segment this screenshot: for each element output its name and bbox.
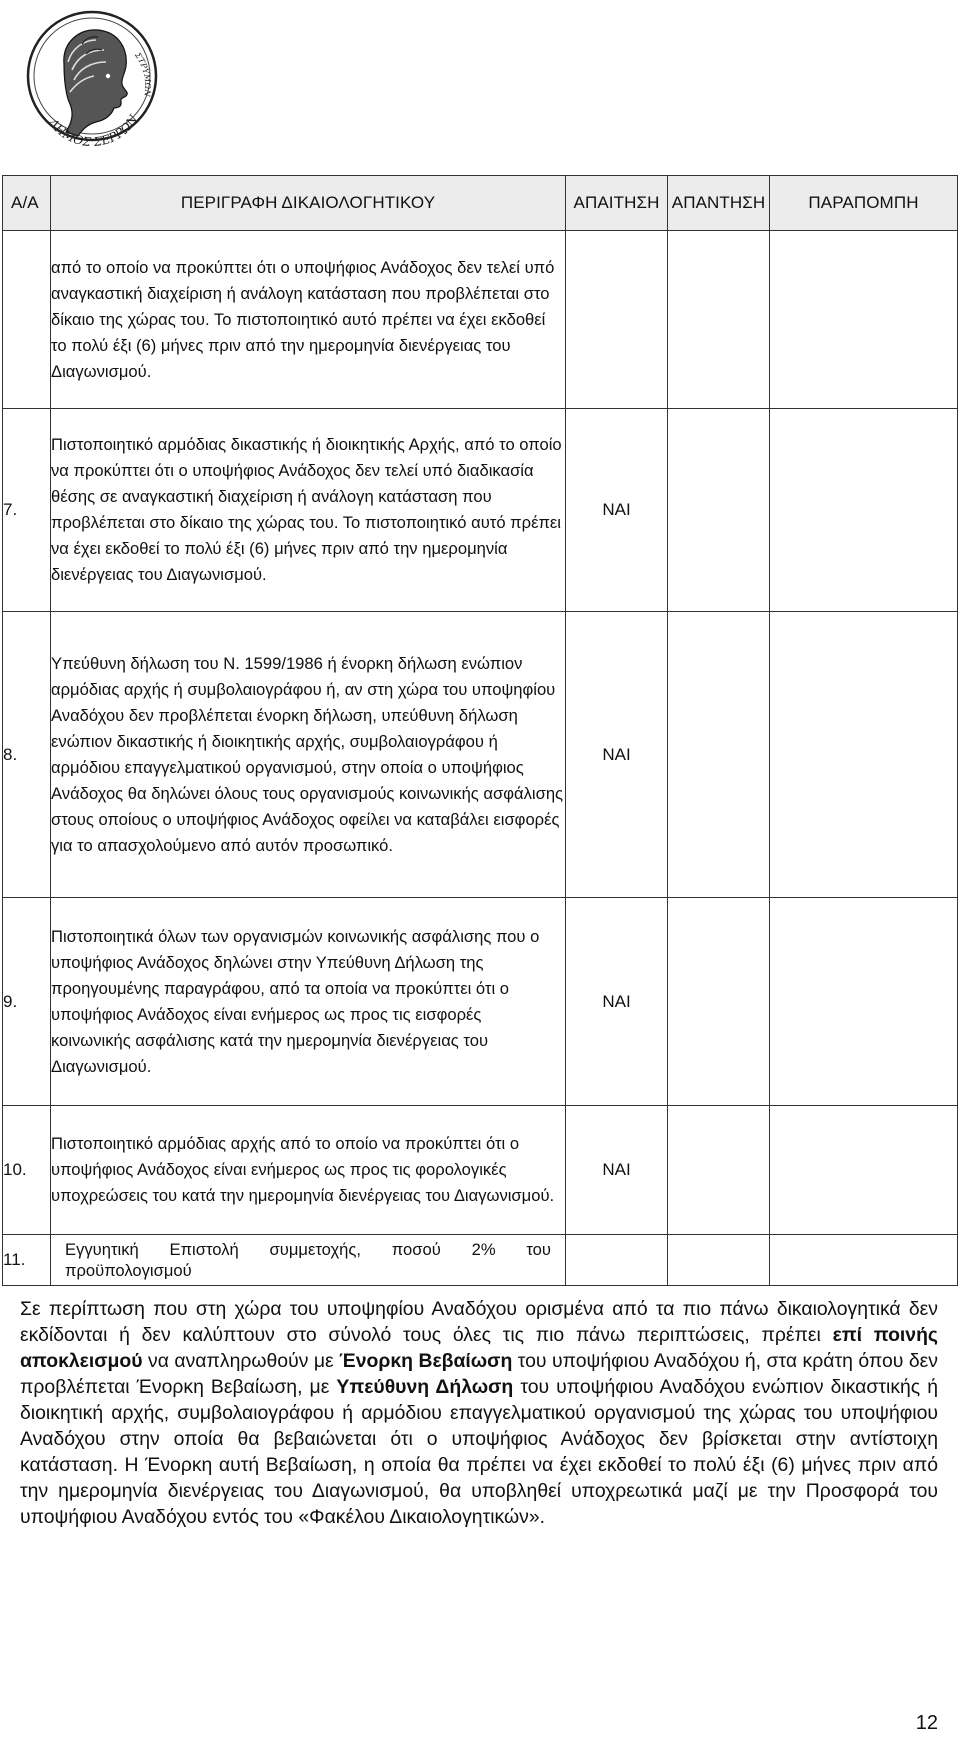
row-no: 7. (3, 409, 51, 612)
supporting-documents-table (2, 175, 958, 1286)
paragraph-text: του υποψήφιου Αναδόχου ενώπιον δικαστικής ή διοικητική αρχής, συμβολαιογράφου ή αρμόδιου επαγγελματικού οργανισμού της χώρας του υποψήφιου Αναδόχου στην οποία θα βεβαιώνεται ότι ο υποψήφιος Ανάδοχος δεν βρίσκεται στην αντίστοιχη κατάσταση. Η Ένορκη αυτή Βεβαίωση, η οποία θα πρέπει να έχει εκδοθεί το πολύ έξι (6) μήνες πριν από την ημερομηνία διενέργειας του Διαγωνισμού, θα υποβληθεί υποχρεωτικά μαζί με την Προσφορά του υποψήφιου Αναδόχου εντός του «Φακέλου Δικαιολογητικών». (20, 1376, 938, 1528)
table-row (3, 898, 958, 1106)
row-no: 10. (3, 1106, 51, 1235)
table-row (3, 612, 958, 898)
page-number: 12 (915, 1712, 938, 1734)
paragraph-emphasis: Υπεύθυνη Δήλωση (336, 1376, 514, 1398)
seal-arc-text: ΔΗΜΟΣ ΣΕΡΡΩΝ (46, 112, 141, 150)
row-answer (668, 231, 770, 409)
table-row (3, 1106, 958, 1235)
row-requirement (566, 231, 668, 409)
header-answer: ΑΠΑΝΤΗΣΗ (668, 176, 770, 231)
row-reference (770, 409, 958, 612)
row-reference (770, 612, 958, 898)
row-answer (668, 898, 770, 1106)
header-requirement: ΑΠΑΙΤΗΣΗ (566, 176, 668, 231)
table-row (3, 409, 958, 612)
header-reference: ΠΑΡΑΠΟΜΠΗ (770, 176, 958, 231)
paragraph-text: να αναπληρωθούν με (142, 1350, 340, 1372)
paragraph-emphasis: Ένορκη Βεβαίωση (339, 1350, 513, 1372)
header-description: ΠΕΡΙΓΡΑΦΗ ΔΙΚΑΙΟΛΟΓΗΤΙΚΟΥ (51, 176, 566, 231)
header-no: Α/Α (3, 176, 51, 231)
row-requirement: ΝΑΙ (566, 409, 668, 612)
row-requirement: ΝΑΙ (566, 898, 668, 1106)
row-description: Υπεύθυνη δήλωση του Ν. 1599/1986 ή ένορκη δήλωση ενώπιον αρμόδιας αρχής ή συμβολαιογράφου ή, αν στη χώρα του υποψηφίου Αναδόχου δεν προβλέπεται ένορκη δήλωση, υπεύθυνη δήλωση ενώπιον δικαστικής ή διοικητικής αρχής, συμβολαιογράφου ή αρμόδιου επαγγελματικού οργανισμού, στην οποία ο υποψήφιος Ανάδοχος θα δηλώνει όλους τους οργανισμούς κοινωνικής ασφάλισης στους οποίους ο υποψήφιος Ανάδοχος οφείλει να καταβάλει εισφορές για το απασχολούμενο από αυτόν προσωπικό. (51, 612, 566, 898)
paragraph-emphasis: επί ποινής αποκλεισμού (20, 1324, 939, 1372)
row-no: 8. (3, 612, 51, 898)
row-no: 11. (3, 1235, 51, 1286)
row-answer (668, 409, 770, 612)
row-reference (770, 231, 958, 409)
row-requirement: ΝΑΙ (566, 1106, 668, 1235)
paragraph-text: του υποψήφιου Αναδόχου ή, στα κράτη όπου δεν προβλέπεται Ένορκη Βεβαίωση, με (20, 1350, 938, 1398)
table-row (3, 231, 958, 409)
row-description: Πιστοποιητικά όλων των οργανισμών κοινωνικής ασφάλισης που ο υποψήφιος Ανάδοχος δηλώνει στην Υπεύθυνη Δήλωση της προηγουμένης παραγράφου, από τα οποία να προκύπτει ότι ο υποψήφιος Ανάδοχος είναι ενήμερος ως προς τις εισφορές κοινωνικής ασφάλισης κατά την ημερομηνία διενέργειας του Διαγωνισμού. (51, 898, 566, 1106)
paragraph-text: Σε περίπτωση που στη χώρα του υποψηφίου Αναδόχου ορισμένα από τα πιο πάνω δικαιολογητικά δεν εκδίδονται ή δεν καλύπτουν στο σύνολό τους όλες τις πιο πάνω περιπτώσεις, πρέπει (20, 1298, 938, 1346)
row-description: Πιστοποιητικό αρμόδιας δικαστικής ή διοικητικής Αρχής, από το οποίο να προκύπτει ότι ο υποψήφιος Ανάδοχος δεν τελεί υπό διαδικασία θέσης σε αναγκαστική διαχείριση ή ανάλογη κατάσταση που προβλέπεται στο δίκαιο της χώρας του. Το πιστοποιητικό αυτό πρέπει να έχει εκδοθεί το πολύ έξι (6) μήνες πριν από την ημερομηνία διενέργειας του Διαγωνισμού. (51, 409, 566, 612)
row-answer (668, 1106, 770, 1235)
row-answer (668, 612, 770, 898)
row-requirement: ΝΑΙ (566, 612, 668, 898)
table-row (3, 1235, 958, 1286)
row-description: Πιστοποιητικό αρμόδιας αρχής από το οποίο να προκύπτει ότι ο υποψήφιος Ανάδοχος είναι ενήμερος ως προς τις φορολογικές υποχρεώσεις του κατά την ημερομηνία διενέργειας του Διαγωνισμού. (51, 1106, 566, 1235)
exemption-paragraph (20, 1296, 938, 1530)
table-header-row (3, 176, 958, 231)
seal-icon (26, 4, 158, 162)
row-reference (770, 898, 958, 1106)
row-reference (770, 1106, 958, 1235)
row-no: 9. (3, 898, 51, 1106)
row-description: Εγγυητική Επιστολή συμμετοχής, ποσού 2% του προϋπολογισμού (51, 1235, 566, 1286)
row-description: από το οποίο να προκύπτει ότι ο υποψήφιος Ανάδοχος δεν τελεί υπό αναγκαστική διαχείριση ή ανάλογη κατάσταση που προβλέπεται στο δίκαιο της χώρας του. Το πιστοποιητικό αυτό πρέπει να έχει εκδοθεί το πολύ έξι (6) μήνες πριν από την ημερομηνία διενέργειας του Διαγωνισμού. (51, 231, 566, 409)
seal-side-text: ΣΤΡΥΜΩΝ (133, 50, 153, 98)
row-requirement (566, 1235, 668, 1286)
row-answer (668, 1235, 770, 1286)
row-no (3, 231, 51, 409)
row-reference (770, 1235, 958, 1286)
municipality-seal-logo (26, 4, 158, 162)
